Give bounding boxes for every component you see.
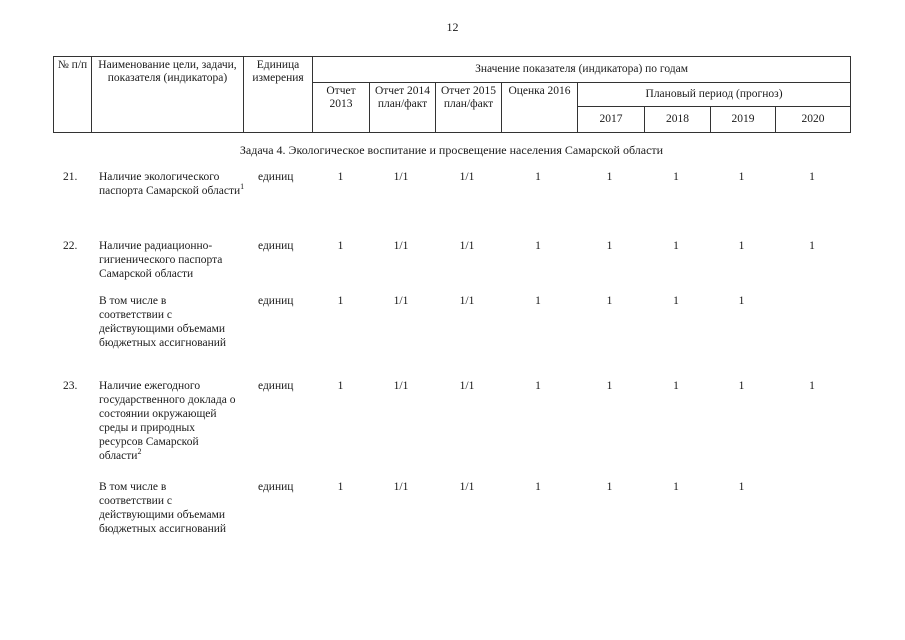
row-name: Наличие радиационно-гигиенического паспорта Самарской области (99, 240, 223, 280)
row-name: В том числе в соответствии с действующими объемами бюджетных ассигнований (99, 481, 227, 535)
value-2015: 1/1 (459, 380, 475, 392)
row-unit: единиц (258, 295, 294, 307)
value-2017: 1 (606, 240, 613, 252)
value-2013: 1 (337, 380, 344, 392)
value-2017: 1 (606, 171, 613, 183)
value-2015: 1/1 (459, 171, 475, 183)
row-name (99, 379, 239, 463)
row-unit: единиц (258, 481, 294, 493)
row-unit: единиц (258, 240, 294, 252)
value-2017: 1 (606, 295, 613, 307)
value-2017: 1 (606, 380, 613, 392)
col-num-header: № п/п (54, 57, 92, 133)
indicator-table-header (53, 56, 851, 133)
value-2013: 1 (337, 481, 344, 493)
footnote-mark: 2 (137, 447, 142, 457)
row-number: 22. (63, 240, 78, 252)
value-2014: 1/1 (393, 380, 409, 392)
value-2018: 1 (673, 171, 679, 183)
value-2013: 1 (337, 240, 344, 252)
col-report-2014: Отчет 2014 план/факт (370, 83, 436, 133)
value-2016: 1 (535, 171, 541, 183)
col-2019: 2019 (711, 107, 776, 133)
value-2020: 1 (809, 171, 815, 183)
task-title: Задача 4. Экологическое воспитание и просвещение населения Самарской области (239, 143, 664, 157)
row-name-text: Наличие экологического паспорта Самарской области (99, 171, 241, 197)
row-unit: единиц (258, 380, 294, 392)
value-2019: 1 (738, 295, 745, 307)
value-2015: 1/1 (459, 240, 475, 252)
value-2018: 1 (673, 380, 679, 392)
footnote-mark: 1 (240, 182, 245, 192)
col-name-header: Наименование цели, задачи, показателя (индикатора) (92, 57, 244, 133)
value-2020: 1 (809, 380, 815, 392)
col-2017: 2017 (578, 107, 645, 133)
col-2018: 2018 (645, 107, 711, 133)
col-report-2013: Отчет 2013 (313, 83, 370, 133)
value-2020: 1 (809, 240, 815, 252)
value-2017: 1 (606, 481, 613, 493)
value-2019: 1 (738, 240, 745, 252)
value-2019: 1 (738, 481, 745, 493)
row-number: 21. (63, 171, 78, 183)
value-2016: 1 (535, 240, 541, 252)
value-2018: 1 (673, 240, 679, 252)
value-2014: 1/1 (393, 171, 409, 183)
value-2013: 1 (337, 171, 344, 183)
value-2015: 1/1 (459, 295, 475, 307)
value-2016: 1 (535, 481, 541, 493)
col-estimate-2016: Оценка 2016 (502, 83, 578, 133)
row-name: В том числе в соответствии с действующими объемами бюджетных ассигнований (99, 295, 227, 349)
value-2016: 1 (535, 295, 541, 307)
value-2019: 1 (738, 380, 745, 392)
col-values-header: Значение показателя (индикатора) по годам (313, 57, 851, 83)
row-unit: единиц (258, 171, 294, 183)
col-plan-period: Плановый период (прогноз) (578, 83, 851, 107)
value-2015: 1/1 (459, 481, 475, 493)
value-2019: 1 (738, 171, 745, 183)
page-number: 12 (446, 20, 459, 34)
value-2018: 1 (673, 295, 679, 307)
row-number: 23. (63, 380, 78, 392)
col-unit-header: Единица измерения (244, 57, 313, 133)
value-2013: 1 (337, 295, 344, 307)
col-2020: 2020 (776, 107, 851, 133)
row-name-text: Наличие ежегодного государственного доклада о состоянии окружающей среды и природных ресурсов Самарской области (99, 380, 236, 462)
row-name (99, 170, 249, 198)
value-2014: 1/1 (393, 481, 409, 493)
value-2014: 1/1 (393, 295, 409, 307)
value-2014: 1/1 (393, 240, 409, 252)
value-2018: 1 (673, 481, 679, 493)
col-report-2015: Отчет 2015 план/факт (436, 83, 502, 133)
value-2016: 1 (535, 380, 541, 392)
